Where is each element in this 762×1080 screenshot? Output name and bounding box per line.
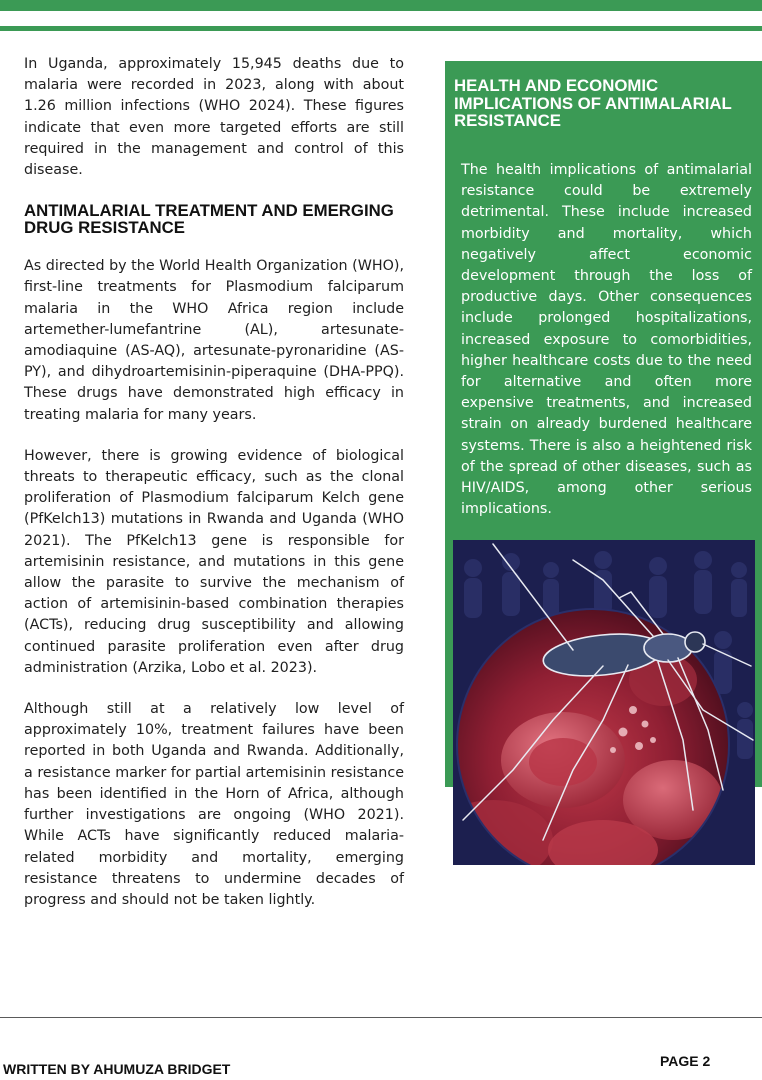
intro-paragraph: In Uganda, approximately 15,945 deaths due to malaria were recorded in 2023, along with about 1.26 million infections (WHO 2024). These figures indicate that even more targeted efforts are still required in the management and control of this disease. — [24, 56, 404, 179]
author-credit: WRITTEN BY AHUMUZA BRIDGET — [3, 1061, 231, 1077]
footer-divider — [0, 1017, 762, 1018]
paragraph-biological-threats: However, there is growing evidence of biological threats to therapeutic efficacy, such as the clonal proliferation of Plasmodium falciparum Kelch gene (PfKelch13) mutations in Rwanda and Uganda (WHO 2021). The PfKelch13 gene is responsible for artemisinin resistance, and mutations in this gene allow the parasite to survive the mechanism of action of artemisinin-based combination therapies (ACTs), reducing drug susceptibility and allowing continued parasite proliferation even after drug administration (Arzika, Lobo et al. 2023). — [24, 447, 404, 676]
top-accent-bar — [0, 0, 762, 11]
side-panel-body: The health implications of antimalarial resistance could be extremely detrimental. These include increased morbidity and mortality, which negatively affect economic development through the loss of productive days. Other consequences include prolonged hospitalizations, increased exposure to comorbidities, higher healthcare costs due to the need for alternative and often more expensive treatments, and increased strain on already burdened healthcare systems. There is also a heightened risk of the spread of other diseases, such as HIV/AIDS, among other serious implications. — [461, 162, 752, 518]
main-column — [24, 54, 404, 911]
mosquito-illustration — [453, 540, 755, 865]
top-accent-line — [0, 26, 762, 31]
section-heading-treatment: ANTIMALARIAL TREATMENT AND EMERGING DRUG RESISTANCE — [24, 201, 394, 238]
paragraph-treatment-failures: Although still at a relatively low level of approximately 10%, treatment failures have been reported in both Uganda and Rwanda. Additionally, a resistance marker for partial artemisinin resistance has been identified in the Horn of Africa, although further investigations are ongoing (WHO 2021). While ACTs have significantly reduced malaria-related morbidity and mortality, emerging resistance threatens to undermine decades of progress and should not be taken lightly. — [24, 701, 404, 908]
side-panel-heading: HEALTH AND ECONOMIC IMPLICATIONS OF ANTIMALARIAL RESISTANCE — [454, 76, 732, 130]
page-number: PAGE 2 — [660, 1053, 711, 1069]
faint-footer-row — [0, 958, 762, 978]
paragraph-first-line-treatments: As directed by the World Health Organization (WHO), first-line treatments for Plasmodium falciparum malaria in the WHO Africa region include artemether-lumefantrine (AL), artesunate-amodiaquine (AS-AQ), artesunate-pyronaridine (AS-PY), and dihydroartemisinin-piperaquine (DHA-PPQ). These drugs have demonstrated high efficacy in treating malaria for many years. — [24, 258, 404, 423]
